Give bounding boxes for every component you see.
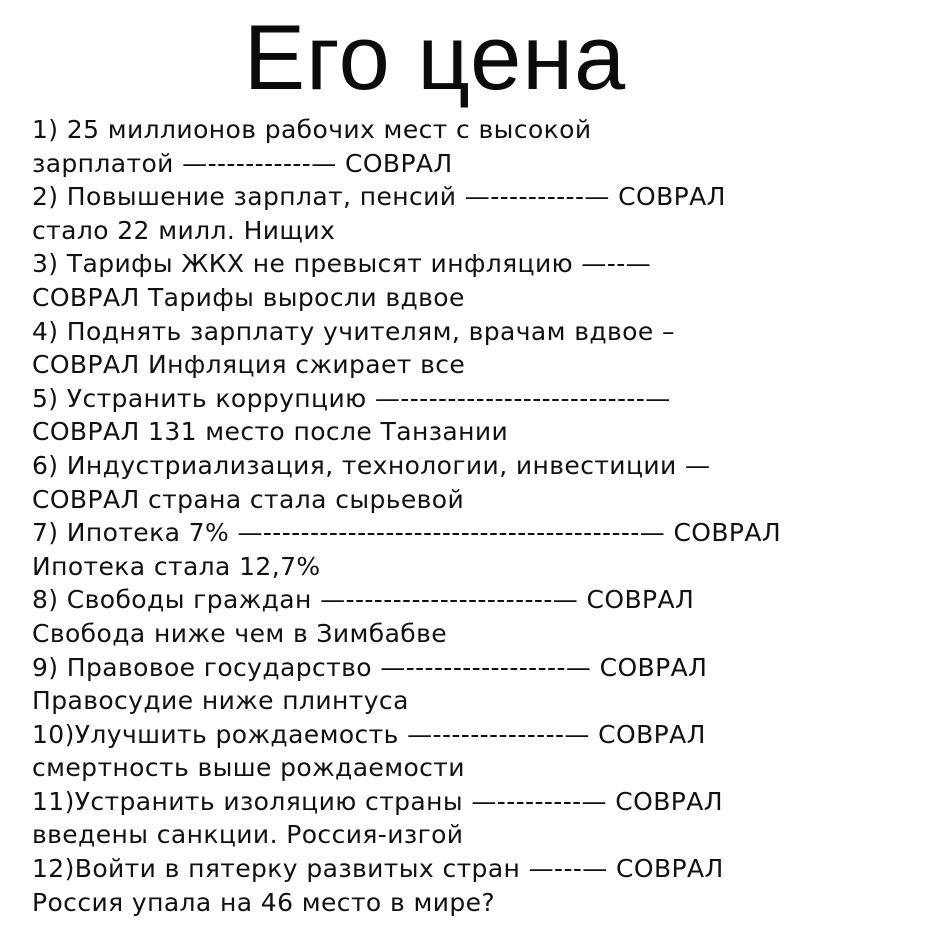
list-line: Ипотека стала 12,7% (32, 551, 321, 581)
list-line: смертность выше рождаемости (32, 753, 465, 783)
list-line: 12)Войти в пятерку развитых стран —---— СОВРАЛ (32, 854, 724, 884)
list-line: СОВРАЛ Инфляция сжирает все (32, 350, 466, 380)
list-line: 9) Правовое государство —-----------------— СОВРАЛ (32, 652, 708, 682)
list-line: Свобода ниже чем в Зимбабве (32, 618, 448, 648)
list-line: зарплатой —-----------— СОВРАЛ (32, 148, 453, 178)
list-line: СОВРАЛ страна стала сырьевой (32, 484, 465, 514)
list-line: 11)Устранить изоляцию страны —---------— СОВРАЛ (32, 786, 723, 816)
list-line: 7) Ипотека 7% —----------------------------------------— СОВРАЛ (32, 518, 782, 548)
list-line: введены санкции. Россия-изгой (32, 820, 464, 850)
list-line: 8) Свободы граждан —----------------------— СОВРАЛ (32, 585, 695, 615)
list-line: 3) Тарифы ЖКХ не превысят инфляцию —--— (32, 249, 652, 279)
list-line: 10)Улучшить рождаемость —--------------— СОВРАЛ (32, 719, 706, 749)
list-line: СОВРАЛ 131 место после Танзании (32, 417, 509, 447)
list-line: Правосудие ниже плинтуса (32, 686, 409, 716)
claims-list (32, 113, 922, 919)
list-line: СОВРАЛ Тарифы выросли вдвое (32, 282, 465, 312)
list-line: 2) Повышение зарплат, пенсий —----------— СОВРАЛ (32, 182, 726, 212)
page-title: Его цена (243, 7, 627, 109)
list-line: 4) Поднять зарплату учителям, врачам вдвое – (32, 316, 675, 346)
list-line: 1) 25 миллионов рабочих мест с высокой (32, 115, 592, 144)
list-line: 5) Устранить коррупцию —--------------------------— (32, 383, 671, 413)
list-line: Россия упала на 46 место в мире? (32, 887, 496, 917)
list-line: 6) Индустриализация, технологии, инвестиции — (32, 450, 711, 480)
list-line: стало 22 милл. Нищих (32, 215, 336, 245)
